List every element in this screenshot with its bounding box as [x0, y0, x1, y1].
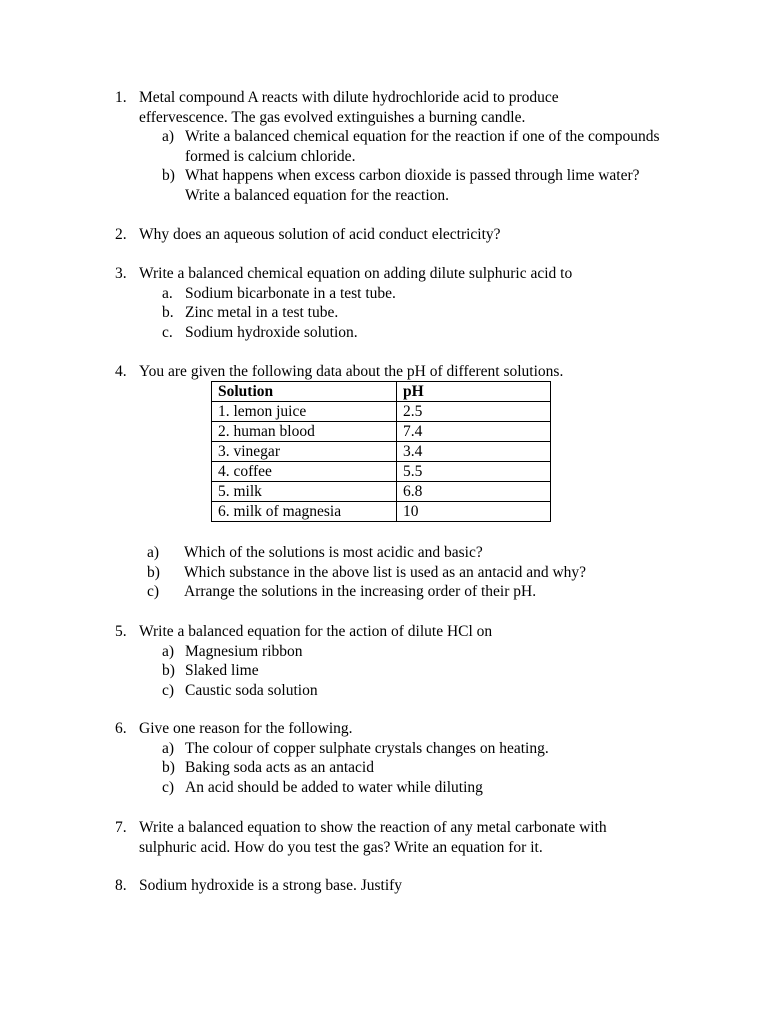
sub-text: Caustic soda solution — [185, 681, 318, 699]
table-row — [212, 422, 551, 442]
cell-ph: 3.4 — [397, 442, 551, 462]
cell-ph: 2.5 — [397, 402, 551, 422]
question-4-subs — [115, 543, 675, 602]
sub-question — [147, 582, 675, 602]
sub-text: Arrange the solutions in the increasing order of their pH. — [184, 583, 537, 601]
sub-label: b) — [162, 759, 175, 777]
question-text: Give one reason for the following. — [139, 720, 353, 737]
question-2 — [115, 225, 675, 245]
question-text: Sodium hydroxide is a strong base. Justify — [139, 877, 403, 894]
question-number: 2. — [115, 226, 127, 243]
sub-text: Write a balanced chemical equation for the reaction if one of the compounds formed is calcium chloride. — [185, 128, 660, 165]
cell-solution: 5. milk — [212, 482, 397, 502]
sub-question — [162, 127, 675, 166]
question-text: Metal compound A reacts with dilute hydrochloride acid to produce effervescence. The gas evolved extinguishes a burning candle. — [139, 89, 559, 126]
question-text: Write a balanced equation to show the reaction of any metal carbonate with sulphuric acid. How do you test the gas? Write an equation for it. — [139, 819, 607, 856]
table-row — [212, 482, 551, 502]
sub-label: a) — [162, 642, 175, 660]
sub-question — [162, 681, 675, 701]
question-text: You are given the following data about the pH of different solutions. — [139, 363, 564, 380]
sub-label: b. — [162, 304, 174, 322]
sub-question — [147, 543, 675, 563]
sub-question — [162, 739, 675, 759]
cell-ph: 10 — [397, 502, 551, 522]
sub-label: b) — [162, 167, 175, 185]
cell-ph: 7.4 — [397, 422, 551, 442]
sub-label: c) — [162, 681, 175, 699]
sub-label: c. — [162, 323, 173, 341]
question-number: 5. — [115, 623, 127, 640]
table-row — [212, 502, 551, 522]
ph-table — [211, 381, 551, 522]
question-7 — [115, 818, 675, 857]
sub-question — [147, 563, 675, 583]
cell-solution: 1. lemon juice — [212, 402, 397, 422]
cell-solution: 3. vinegar — [212, 442, 397, 462]
question-6 — [115, 719, 675, 797]
cell-solution: 4. coffee — [212, 462, 397, 482]
sub-text: An acid should be added to water while diluting — [185, 778, 483, 796]
question-number: 4. — [115, 363, 127, 380]
sub-question — [162, 303, 675, 323]
question-3 — [115, 264, 675, 342]
sub-text: Baking soda acts as an antacid — [185, 759, 374, 777]
sub-text: Magnesium ribbon — [185, 642, 303, 660]
question-8 — [115, 876, 675, 896]
question-text: Write a balanced equation for the action of dilute HCl on — [139, 623, 493, 640]
table-row — [212, 402, 551, 422]
question-text: Why does an aqueous solution of acid conduct electricity? — [139, 226, 501, 243]
table-header-row — [212, 382, 551, 402]
sub-question — [162, 642, 675, 662]
sub-label: a) — [162, 128, 175, 146]
sub-text: What happens when excess carbon dioxide is passed through lime water? Write a balanced equation for the reaction. — [185, 167, 640, 204]
sub-text: Which of the solutions is most acidic and basic? — [184, 544, 483, 561]
question-number: 6. — [115, 720, 127, 737]
cell-ph: 5.5 — [397, 462, 551, 482]
sub-question — [162, 284, 675, 304]
sub-text: Which substance in the above list is used as an antacid and why? — [184, 563, 587, 581]
question-number: 3. — [115, 265, 127, 282]
table-row — [212, 462, 551, 482]
sub-question — [162, 661, 675, 681]
sub-text: Sodium hydroxide solution. — [185, 323, 358, 341]
question-4 — [115, 362, 675, 382]
sub-label: a) — [162, 739, 175, 757]
cell-ph: 6.8 — [397, 482, 551, 502]
sub-question — [162, 323, 675, 343]
question-number: 8. — [115, 877, 127, 894]
sub-label: a) — [147, 544, 160, 561]
table-row — [212, 442, 551, 462]
sub-text: Slaked lime — [185, 662, 259, 680]
sub-label: a. — [162, 284, 173, 302]
header-ph: pH — [397, 382, 551, 402]
sub-label: b) — [147, 563, 160, 581]
sub-question — [162, 778, 675, 798]
header-solution: Solution — [212, 382, 397, 402]
cell-solution: 2. human blood — [212, 422, 397, 442]
sub-text: Zinc metal in a test tube. — [185, 304, 339, 322]
sub-label: b) — [162, 662, 175, 680]
sub-label: c) — [147, 583, 160, 601]
sub-text: Sodium bicarbonate in a test tube. — [185, 284, 396, 302]
sub-question — [162, 166, 675, 205]
cell-solution: 6. milk of magnesia — [212, 502, 397, 522]
question-number: 1. — [115, 89, 127, 106]
question-number: 7. — [115, 819, 127, 836]
question-1 — [115, 88, 675, 206]
sub-text: The colour of copper sulphate crystals changes on heating. — [185, 739, 549, 757]
question-text: Write a balanced chemical equation on adding dilute sulphuric acid to — [139, 265, 573, 282]
question-5 — [115, 622, 675, 700]
sub-label: c) — [162, 778, 175, 796]
sub-question — [162, 758, 675, 778]
